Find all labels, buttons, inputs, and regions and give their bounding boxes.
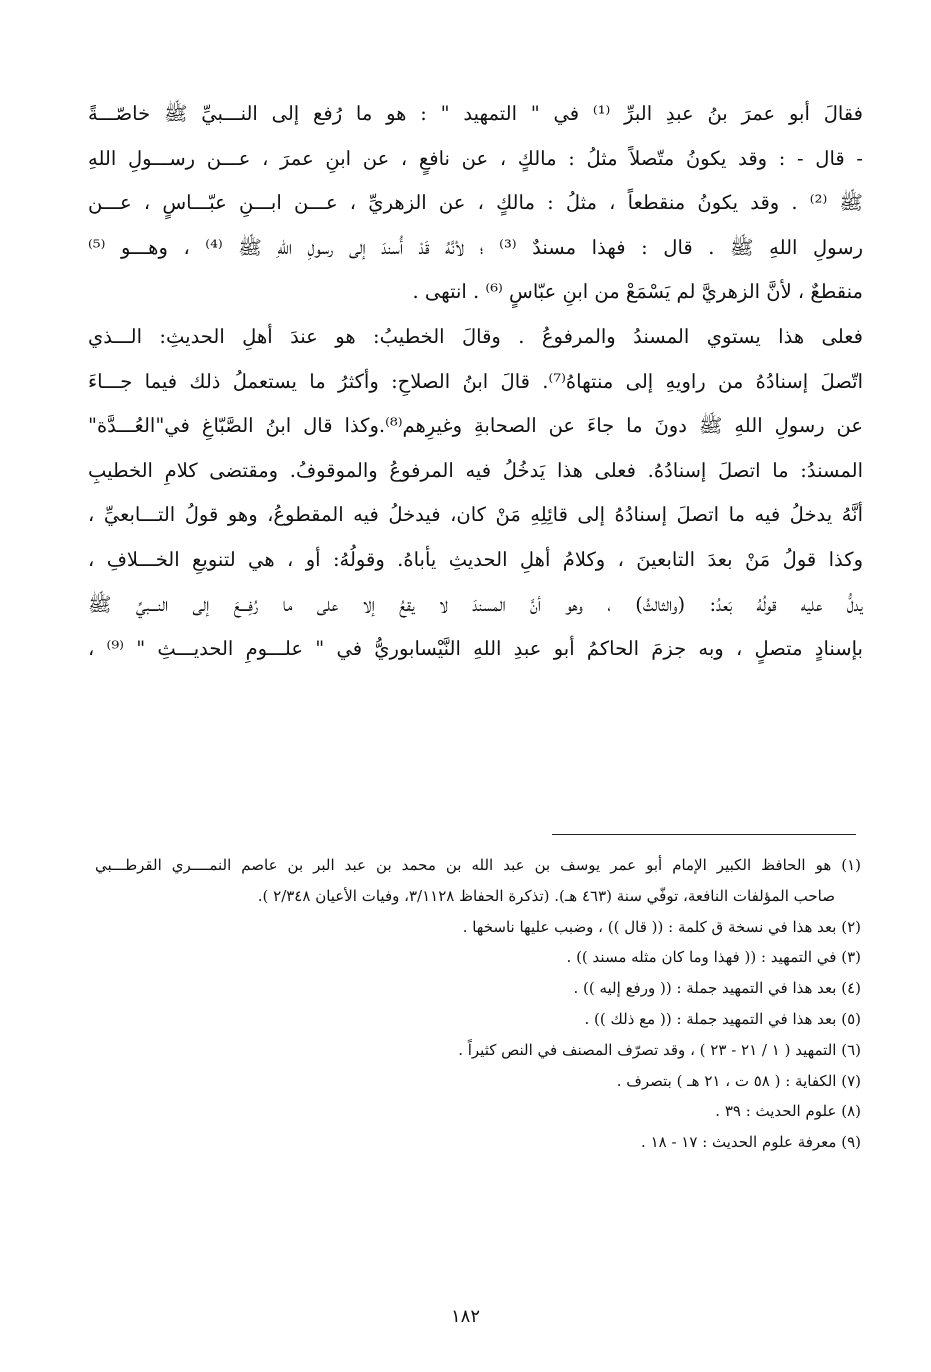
footnote-separator	[552, 834, 856, 835]
text-line: بإسنادٍ متصلٍ ، وبه جزمَ الحاكمُ أبو عبدِ اللهِ النَّيْسابوريُّ في " علـــومِ الحديـــثِ " ⁽⁹⁾ ،	[88, 637, 863, 661]
footnote-line: (٧) الكفاية : ( ٥٨ ت ، ٢١ هـ ) بتصرف .	[616, 1071, 861, 1090]
text-line: رسولِ اللهِ ﷺ . قال : فهذا مسندٌ ⁽³⁾ ؛ لأنَّهُ قَدْ أُسندَ إلى رسولِ اللهِ ﷺ ⁽⁴⁾ ، وهـــو ⁽⁵⁾	[88, 235, 863, 259]
footnote-line: (٦) التمهيد ( ١ / ٢١ - ٢٣ ) ، وقد تصرّف المصنف في النص كثيراً .	[458, 1040, 861, 1059]
text-line: وكذا قولُ مَنْ بعدَ التابعينَ ، وكلامُ أهلِ الحديثِ يأباهُ. وقولُهُ: أو ، هي لتنويعِ الخـــلافِ ،	[88, 547, 863, 571]
footnote-line: (٤) بعد هذا في التمهيد جملة : (( ورفع إليه )) .	[573, 979, 861, 998]
text-line: عن رسولِ اللهِ ﷺ دونَ ما جاءَ عن الصحابةِ وغيرِهم⁽⁸⁾.وكذا قال ابنُ الصَّبّاغِ في"العُـــدَّة"	[88, 414, 863, 438]
footnote-line: صاحب المؤلفات النافعة، توفّي سنة (٤٦٣ هـ). (تذكرة الحفاظ ٣/١١٢٨، وفيات الأعيان ٢/٣٤٨ ).	[257, 886, 835, 905]
text-line: منقطعٌ ، لأنَّ الزهريَّ لم يَسْمَعْ من ابنِ عبّاسٍ ⁽⁶⁾ . انتهى .	[412, 280, 863, 304]
text-line: اتّصلَ إسنادُهُ من راويهِ إلى منتهاهُ⁽⁷⁾. قالَ ابنُ الصلاحِ: وأكثرُ ما يستعملُ ذلك فيما جـــاءَ	[88, 369, 863, 393]
text-line: يدلُّ عليه قولُهُ بَعدُ: (والثالثُ) ، وهو أنَّ المسندَ لا يقعُ إلا على ما رُفِـــعَ إلى النـــبيِّ ﷺ	[88, 592, 863, 616]
footnotes-block	[95, 850, 861, 1158]
text-line: المسندُ: ما اتصلَ إسنادُهُ. فعلى هذا يَدخُلُ فيه المرفوعُ والموقوفُ. ومقتضى كلامِ الخطيبِ	[88, 458, 863, 482]
footnote-line: (٣) في التمهيد : (( فهذا وما كان مثله مسند )) .	[566, 948, 861, 967]
footnote-line: (١) هو الحافظ الكبير الإمام أبو عمر يوسف بن عبد الله بن محمد بن عبد البر بن عاصم النمــــري القرطـــبي	[95, 856, 861, 874]
footnote-line: (٥) بعد هذا في التمهيد جملة : (( مع ذلك )) .	[584, 1009, 861, 1028]
footnote-line: (٨) علوم الحديث : ٣٩ .	[715, 1102, 861, 1121]
text-line: - قال - : وقد يكونُ متّصلاً مثلُ : مالكٍ ، عن نافعٍ ، عن ابنِ عمرَ ، عـــن رســـولِ اللهِ	[88, 146, 863, 170]
text-line: فعلى هذا يستوي المسندُ والمرفوعُ . وقالَ الخطيبُ: هو عندَ أهلِ الحديثِ: الـــذي	[88, 324, 863, 348]
footnote-line: (٢) بعد هذا في نسخة ق كلمة : (( قال )) ، وضبب عليها ناسخها .	[462, 917, 861, 936]
page-number: ١٨٢	[450, 1306, 480, 1327]
text-line: فقالَ أبو عمرَ بنُ عبدِ البرِّ ⁽¹⁾ في " التمهيد " : هو ما رُفع إلى النـــبيِّ ﷺ خاصّـــةً	[88, 102, 863, 125]
main-text-block	[88, 92, 863, 672]
text-line: ﷺ ⁽²⁾ . وقد يكونُ منقطعاً ، مثلُ : مالكٍ ، عن الزهريِّ ، عـــن ابـــنِ عبّـــاسٍ ، عـــن	[88, 191, 863, 215]
text-line: أنَّهُ يدخلُ فيه ما اتصلَ إسنادُهُ إلى قائِلِهِ مَنْ كان، فيدخلُ فيه المقطوعُ، وهو قولُ التـــابعيِّ ،	[88, 503, 863, 527]
footnote-line: (٩) معرفة علوم الحديث : ١٧ - ١٨ .	[641, 1133, 861, 1152]
